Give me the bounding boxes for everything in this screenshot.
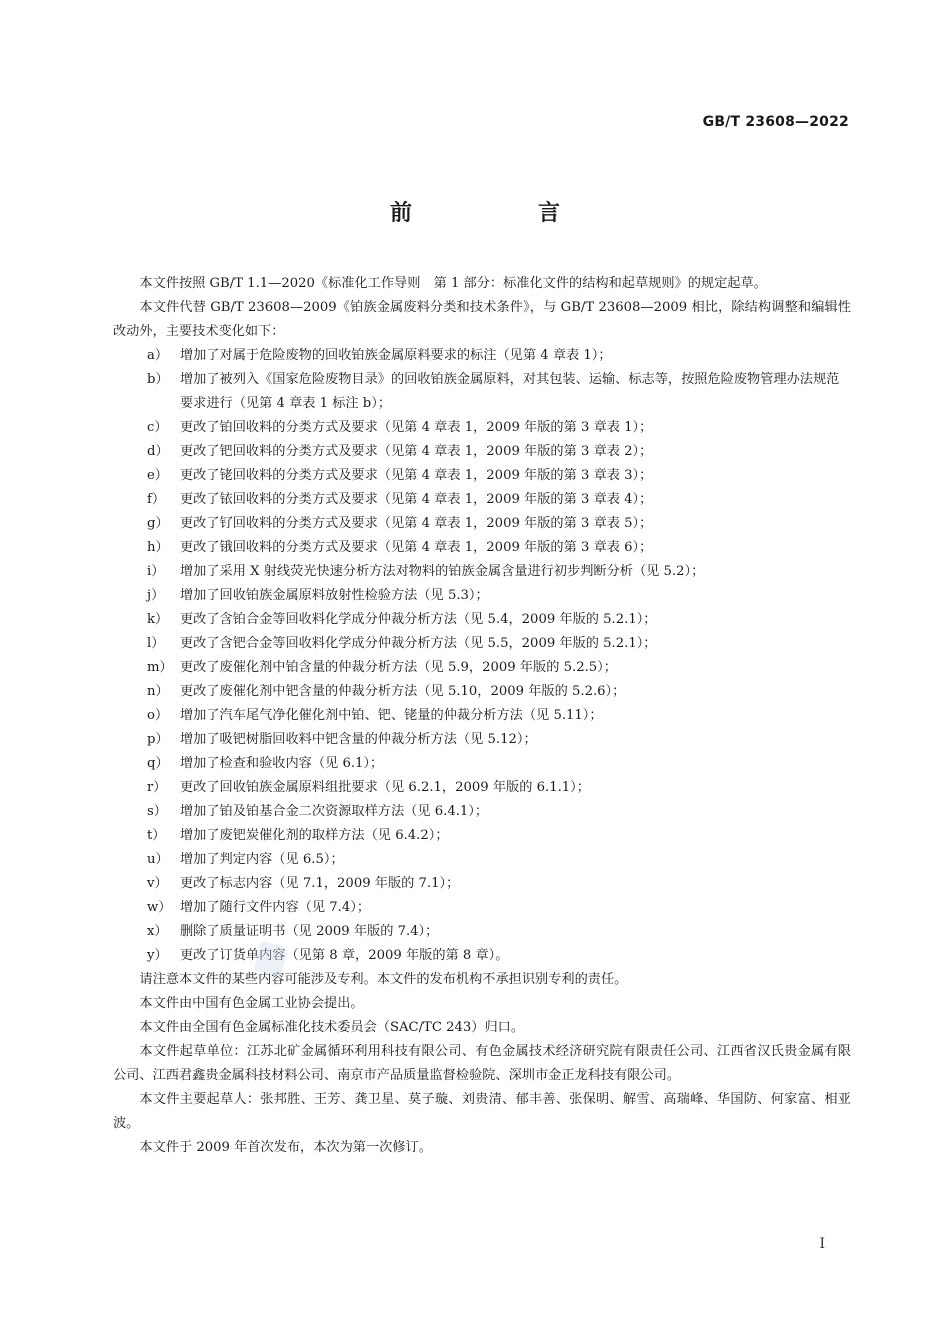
list-item-marker: r） — [147, 780, 167, 795]
list-item-text: 增加了采用 X 射线荧光快速分析方法对物料的铂族金属含量进行初步判断分析（见 5.2）； — [180, 564, 705, 579]
list-item-text: 增加了随行文件内容（见 7.4）； — [180, 900, 371, 915]
list-item-marker: f） — [147, 492, 166, 507]
list-item-marker: p） — [147, 732, 169, 747]
list-item-marker: t） — [147, 828, 166, 843]
list-item-marker: k） — [147, 612, 169, 627]
list-item-text: 更改了废催化剂中铂含量的仲裁分析方法（见 5.9，2009 年版的 5.2.5）； — [180, 660, 617, 675]
change-list-item — [113, 944, 851, 968]
list-item-text: 更改了回收铂族金属原料组批要求（见 6.2.1，2009 年版的 6.1.1）； — [180, 780, 590, 795]
list-item-text: 更改了废催化剂中钯含量的仲裁分析方法（见 5.10，2009 年版的 5.2.6）； — [180, 684, 626, 699]
list-item-text: 更改了订货单内容（见第 8 章，2009 年版的第 8 章）。 — [180, 948, 509, 963]
list-item-marker: b） — [147, 372, 169, 387]
intro-paragraph: 本文件按照 GB/T 1.1—2020《标准化工作导则 第 1 部分：标准化文件的结构和起草规则》的规定起草。 — [139, 276, 767, 291]
change-list-item — [113, 752, 851, 776]
closing-paragraph: 本文件主要起草人：张邦胜、王芳、龚卫星、莫子璇、刘贵清、郁丰善、张保明、解雪、高瑞峰、华国防、何家富、相亚波。 — [113, 1092, 851, 1131]
list-item-text: 更改了铑回收料的分类方式及要求（见第 4 章表 1，2009 年版的第 3 章表 3）； — [180, 468, 653, 483]
standard-number: GB/T 23608—2022 — [702, 114, 849, 130]
change-list-item — [113, 440, 851, 464]
changes-list — [113, 344, 851, 968]
list-item-marker: h） — [147, 540, 169, 555]
closing-paragraph: 本文件由全国有色金属标准化技术委员会（SAC/TC 243）归口。 — [139, 1020, 525, 1035]
closing-paragraph: 本文件由中国有色金属工业协会提出。 — [139, 996, 364, 1011]
list-item-marker: a） — [147, 348, 169, 363]
list-item-marker: u） — [147, 852, 169, 867]
closing-paragraph: 请注意本文件的某些内容可能涉及专利。本文件的发布机构不承担识别专利的责任。 — [139, 972, 628, 987]
list-item-text: 更改了钌回收料的分类方式及要求（见第 4 章表 1，2009 年版的第 3 章表 5）； — [180, 516, 653, 531]
list-item-text: 增加了铂及铂基合金二次资源取样方法（见 6.4.1）； — [180, 804, 489, 819]
list-item-marker: q） — [147, 756, 169, 771]
list-item-text: 增加了检查和验收内容（见 6.1）； — [180, 756, 384, 771]
list-item-marker: j） — [147, 588, 165, 603]
list-item-marker: e） — [147, 468, 168, 483]
list-item-text: 增加了对属于危险废物的回收铂族金属原料要求的标注（见第 4 章表 1）； — [180, 348, 612, 363]
list-item-text: 更改了钯回收料的分类方式及要求（见第 4 章表 1，2009 年版的第 3 章表 2）； — [180, 444, 653, 459]
list-item-marker: m） — [147, 660, 173, 675]
list-item-text: 增加了汽车尾气净化催化剂中铂、钯、铑量的仲裁分析方法（见 5.11）； — [180, 708, 603, 723]
change-list-item — [113, 776, 851, 800]
list-item-marker: i） — [147, 564, 165, 579]
list-item-marker: y） — [147, 948, 168, 963]
change-list-item — [113, 584, 851, 608]
change-list-item — [113, 608, 851, 632]
change-list-item — [113, 896, 851, 920]
intro-paragraph: 本文件代替 GB/T 23608—2009《铂族金属废料分类和技术条件》，与 GB/T 23608—2009 相比，除结构调整和编辑性改动外，主要技术变化如下： — [113, 300, 851, 339]
change-list-item — [113, 368, 851, 416]
page-title: 前 言 — [389, 201, 612, 226]
list-item-text: 更改了铂回收料的分类方式及要求（见第 4 章表 1，2009 年版的第 3 章表 1）； — [180, 420, 653, 435]
list-item-text: 删除了质量证明书（见 2009 年版的 7.4）； — [180, 924, 439, 939]
list-item-marker: s） — [147, 804, 167, 819]
change-list-item — [113, 512, 851, 536]
change-list-item — [113, 800, 851, 824]
change-list-item — [113, 632, 851, 656]
foreword-body — [113, 272, 851, 1160]
list-item-marker: v） — [147, 876, 168, 891]
list-item-marker: c） — [147, 420, 168, 435]
change-list-item — [113, 560, 851, 584]
change-list-item — [113, 344, 851, 368]
closing-section — [113, 968, 851, 1160]
change-list-item — [113, 824, 851, 848]
list-item-text: 增加了废钯炭催化剂的取样方法（见 6.4.2）； — [180, 828, 449, 843]
list-item-text: 增加了被列入《国家危险废物目录》的回收铂族金属原料，对其包装、运输、标志等，按照危险废物管理办法规范要求进行（见第 4 章表 1 标注 b）； — [180, 372, 840, 411]
list-item-text: 更改了标志内容（见 7.1，2009 年版的 7.1）； — [180, 876, 460, 891]
change-list-item — [113, 464, 851, 488]
change-list-item — [113, 416, 851, 440]
page-number: I — [819, 1236, 825, 1252]
list-item-text: 增加了吸钯树脂回收料中钯含量的仲裁分析方法（见 5.12）； — [180, 732, 537, 747]
list-item-marker: l） — [147, 636, 165, 651]
list-item-text: 更改了锇回收料的分类方式及要求（见第 4 章表 1，2009 年版的第 3 章表 6）； — [180, 540, 653, 555]
closing-paragraph: 本文件于 2009 年首次发布，本次为第一次修订。 — [139, 1140, 432, 1155]
closing-paragraph: 本文件起草单位：江苏北矿金属循环利用科技有限公司、有色金属技术经济研究院有限责任公司、江西省汉氏贵金属有限公司、江西君鑫贵金属科技材料公司、南京市产品质量监督检验院、深圳市金正龙科技有限公司。 — [113, 1044, 851, 1083]
change-list-item — [113, 920, 851, 944]
list-item-text: 增加了回收铂族金属原料放射性检验方法（见 5.3）； — [180, 588, 489, 603]
list-item-marker: d） — [147, 444, 169, 459]
change-list-item — [113, 656, 851, 680]
change-list-item — [113, 872, 851, 896]
change-list-item — [113, 728, 851, 752]
list-item-text: 更改了含铂合金等回收料化学成分仲裁分析方法（见 5.4，2009 年版的 5.2.1）； — [180, 612, 657, 627]
change-list-item — [113, 704, 851, 728]
list-item-marker: n） — [147, 684, 169, 699]
list-item-marker: w） — [147, 900, 172, 915]
list-item-text: 更改了铱回收料的分类方式及要求（见第 4 章表 1，2009 年版的第 3 章表 4）； — [180, 492, 653, 507]
list-item-marker: g） — [147, 516, 169, 531]
change-list-item — [113, 680, 851, 704]
change-list-item — [113, 488, 851, 512]
list-item-marker: o） — [147, 708, 169, 723]
list-item-text: 增加了判定内容（见 6.5）； — [180, 852, 344, 867]
list-item-text: 更改了含钯合金等回收料化学成分仲裁分析方法（见 5.5，2009 年版的 5.2.1）； — [180, 636, 657, 651]
change-list-item — [113, 848, 851, 872]
list-item-marker: x） — [147, 924, 168, 939]
change-list-item — [113, 536, 851, 560]
